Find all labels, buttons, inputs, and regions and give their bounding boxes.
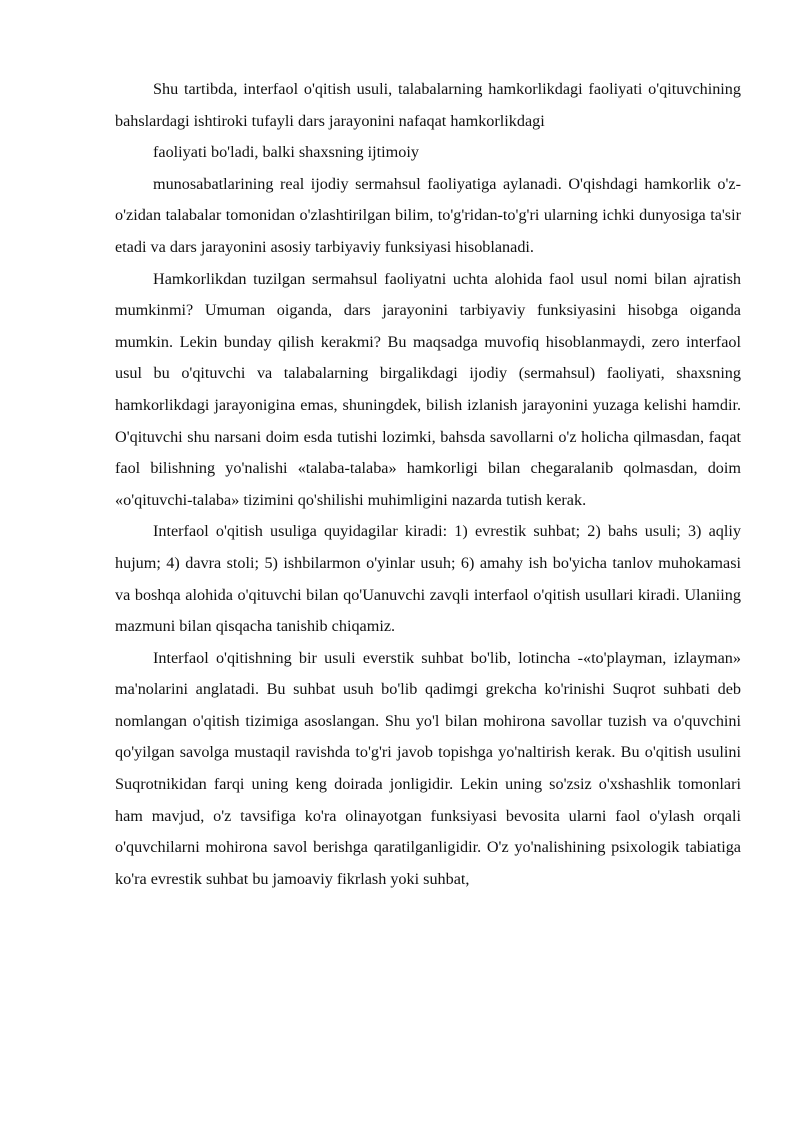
paragraph-1-part-a: Shu tartibda, interfaol o'qitish usuli, talabalarning hamkorlikdagi faoliyati o'qituvchining bahslardagi ishtiroki tufayli dars jarayonini nafaqat hamkorlikdagi xyxy=(115,80,741,130)
paragraph-4 xyxy=(115,643,741,896)
paragraph-1-continued xyxy=(115,169,741,264)
paragraph-1-part-c: munosabatlarining real ijodiy sermahsul faoliyatiga aylanadi. O'qishdagi hamkorlik o'z-o'zidan talabalar tomonidan o'zlashtirilgan bilim, to'g'ridan-to'g'ri ularning ichki dunyosiga ta'sir etadi va dars jarayonini asosiy tarbiyaviy funksiyasi hisoblanadi. xyxy=(115,174,741,256)
paragraph-2-text: Hamkorlikdan tuzilgan sermahsul faoliyatni uchta alohida faol usul nomi bilan ajratish mumkinmi? Umuman oiganda, dars jarayonini tarbiyaviy funksiyasini hisobga oiganda mumkin. Lekin bunday qilish kerakmi? Bu maqsadga muvofiq hisoblanmaydi, zero interfaol usul bu o'qituvchi va talabalarning birgalikdagi ijodiy (sermahsul) faoliyati, shaxsning hamkorlikdagi jarayonigina emas, shuningdek, bilish izlanish jarayonini yuzaga kelishi hamdir. O'qituvchi shu narsani doim esda tutishi lozimki, bahsda savollarni o'z holicha qilmasdan, faqat faol bilishning yo'nalishi «talaba-talaba» hamkorligi bilan chegaralanib qolmasdan, doim «o'qituvchi-talaba» tizimini qo'shilishi muhimligini nazarda tutish kerak. xyxy=(115,269,741,509)
document-page xyxy=(115,74,741,895)
paragraph-4-text: Interfaol o'qitishning bir usuli everstik suhbat bo'lib, lotincha -«to'playman, izlayman» ma'nolarini anglatadi. Bu suhbat usuh bo'lib qadimgi grekcha ko'rinishi Suqrot suhbati deb nomlangan o'qitish tizimiga asoslangan. Shu yo'l bilan mohirona savollar tuzish va o'quvchini qo'yilgan savolga mustaqil ravishda to'g'ri javob topishga yo'naltirish kerak. Bu o'qitish usulini Suqrotnikidan farqi uning keng doirada jonligidir. Lekin uning so'zsiz o'xshashlik tomonlari ham mavjud, o'z tavsifiga ko'ra olinayotgan funksiyasi bevosita ularni faol o'ylash orqali o'quvchilarni mohirona savol berishga qaratilganligidir. O'z yo'nalishining psixologik tabiatiga ko'ra evrestik suhbat bu jamoaviy fikrlash yoki suhbat, xyxy=(115,648,741,888)
paragraph-3 xyxy=(115,516,741,642)
paragraph-2 xyxy=(115,264,741,517)
paragraph-1-part-b: faoliyati bo'ladi, balki shaxsning ijtimoiy xyxy=(153,143,419,162)
paragraph-3-text: Interfaol o'qitish usuliga quyidagilar kiradi: 1) evrestik suhbat; 2) bahs usuli; 3) aqliy hujum; 4) davra stoli; 5) ishbilarmon o'yinlar usuh; 6) amahy ish bo'yicha tanlov muhokamasi va boshqa alohida o'qituvchi bilan qo'Uanuvchi zavqli interfaol o'qitish usullari kiradi. Ulaniing mazmuni bilan qisqacha tanishib chiqamiz. xyxy=(115,522,741,636)
paragraph-1 xyxy=(115,74,741,169)
